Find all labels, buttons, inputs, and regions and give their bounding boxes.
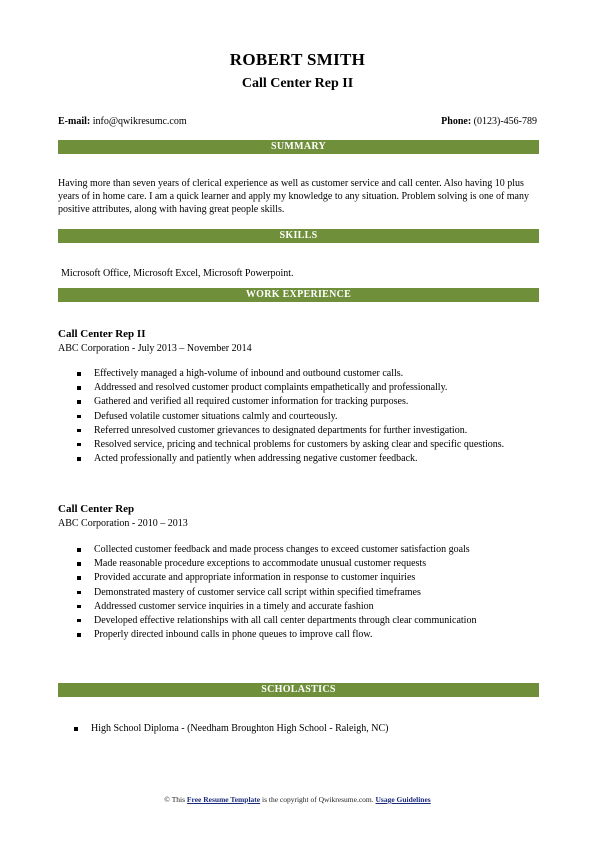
section-header-scholastics: SCHOLASTICS: [58, 683, 539, 697]
job-title: Call Center Rep: [58, 503, 135, 515]
section-header-summary: SUMMARY: [58, 140, 539, 154]
phone-value: (0123)-456-789: [473, 116, 537, 127]
list-item: Demonstrated mastery of customer service call script within specified timeframes: [94, 586, 554, 600]
list-item: Resolved service, pricing and technical problems for customers by asking clear and specific questions.: [94, 438, 554, 452]
candidate-name: ROBERT SMITH: [229, 50, 366, 69]
email-line: [58, 116, 187, 127]
list-item: Made reasonable procedure exceptions to accommodate unusual customer requests: [94, 557, 554, 571]
list-item: Developed effective relationships with all call center departments through clear communication: [94, 614, 554, 628]
email-value[interactable]: info@qwikresumc.com: [92, 116, 187, 127]
free-resume-template-link[interactable]: Free Resume Template: [186, 795, 261, 804]
email-label: E-mail:: [58, 116, 91, 127]
list-item: Referred unresolved customer grievances to designated departments for further investigation.: [94, 424, 554, 438]
section-header-skills: SKILLS: [58, 229, 539, 243]
footer-middle: is the copyright of Qwikresume.com.: [260, 795, 376, 804]
usage-guidelines-link[interactable]: Usage Guidelines: [375, 795, 431, 804]
job-company-dates: ABC Corporation - 2010 – 2013: [58, 518, 188, 529]
list-item: Defused volatile customer situations calmly and courteously.: [94, 410, 554, 424]
list-item: Effectively managed a high-volume of inbound and outbound customer calls.: [94, 367, 554, 381]
list-item: Addressed and resolved customer product complaints empathetically and professionally.: [94, 381, 554, 395]
list-item: Provided accurate and appropriate information in response to customer inquiries: [94, 571, 554, 585]
summary-text: Having more than seven years of clerical experience as well as customer service and call center. Also having 10 plus years of in home care. I am a quick learner and apply my knowledge to any situation. Problem solving is one of many positive attributes, along with having great people skills.: [58, 178, 529, 215]
job-title: Call Center Rep II: [58, 328, 146, 340]
section-header-work-experience: WORK EXPERIENCE: [58, 288, 539, 302]
list-item: Properly directed inbound calls in phone queues to improve call flow.: [94, 628, 554, 642]
job-duties-list: [58, 367, 554, 466]
list-item: Acted professionally and patiently when addressing negative customer feedback.: [94, 452, 554, 466]
job-duties-list: [58, 543, 554, 642]
list-item: High School Diploma - (Needham Broughton High School - Raleigh, NC): [91, 722, 551, 736]
phone-line: [441, 116, 537, 127]
scholastics-list: [55, 722, 551, 736]
list-item: Addressed customer service inquiries in a timely and accurate fashion: [94, 600, 554, 614]
footer-prefix: © This: [164, 795, 187, 804]
candidate-title: Call Center Rep II: [241, 76, 354, 91]
phone-label: Phone:: [441, 116, 472, 127]
list-item: Gathered and verified all required customer information for tracking purposes.: [94, 395, 554, 409]
skills-text: Microsoft Office, Microsoft Excel, Microsoft Powerpoint.: [61, 268, 294, 279]
footer-copyright: [0, 795, 595, 804]
list-item: Collected customer feedback and made process changes to exceed customer satisfaction goals: [94, 543, 554, 557]
job-company-dates: ABC Corporation - July 2013 – November 2014: [58, 343, 252, 354]
